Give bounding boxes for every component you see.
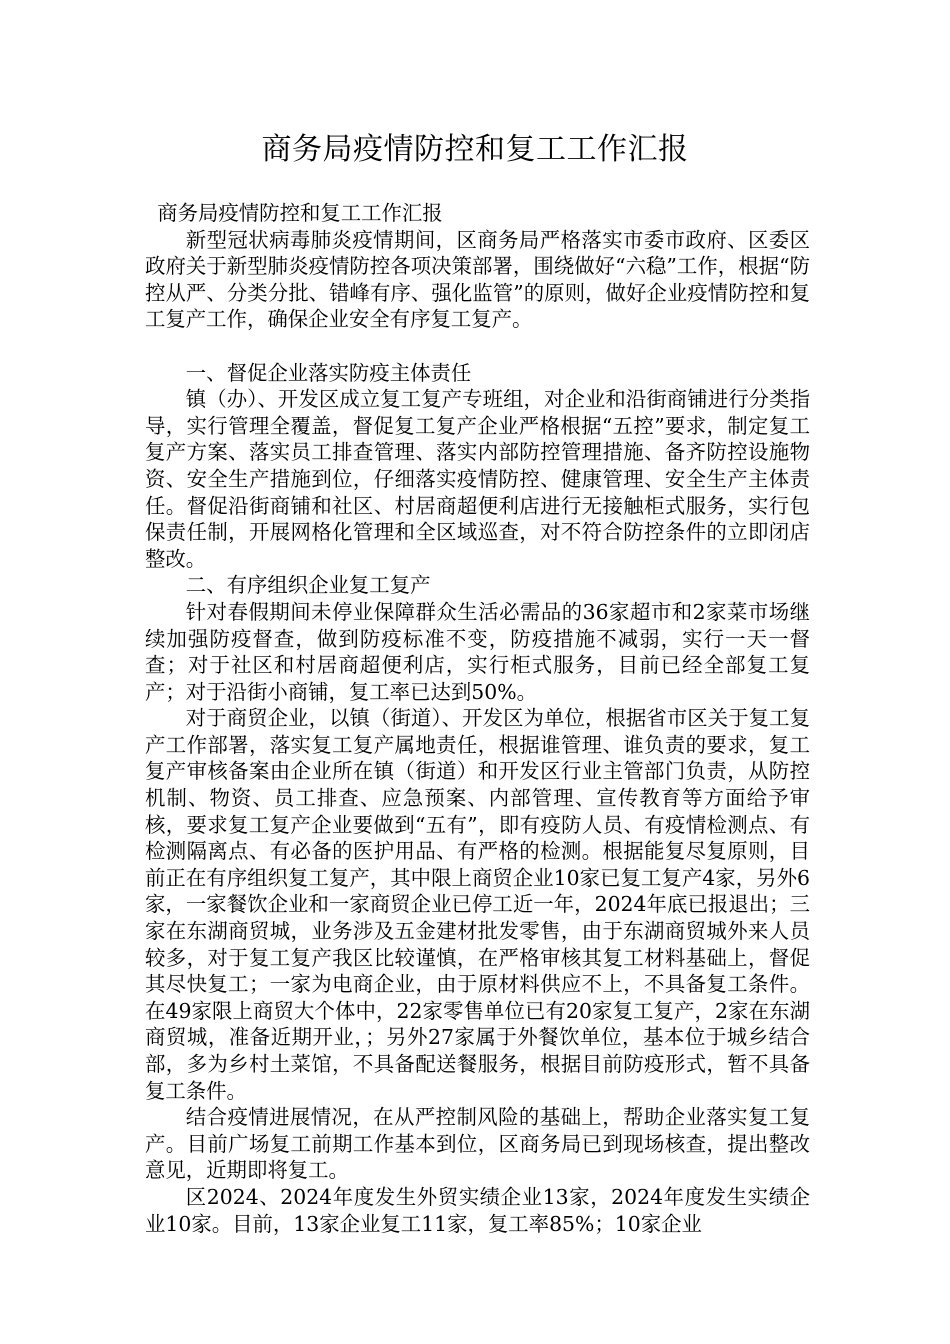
section-2-paragraph-2: 对于商贸企业，以镇（街道）、开发区为单位，根据省市区关于复工复产工作部署，落实复工复产属地责任，根据谁管理、谁负责的要求，复工复产审核备案由企业所在镇（街道）和开发区行业主管部门负责，从防控机制、物资、员工排查、应急预案、内部管理、宣传教育等方面给予审核，要求复工复产企业要做到“五有”，即有疫防人员、有疫情检测点、有检测隔离点、有必备的医护用品、有严格的检测。根据能复尽复原则，目前正在有序组织复工复产，其中限上商贸企业10家已复工复产4家，另外6家，一家餐饮企业和一家商贸企业已停工近一年，2024年底已报退出；三家在东湖商贸城，业务涉及五金建材批发零售，由于东湖商贸城外来人员较多，对于复工复产我区比较谨慎，在严格审核其复工材料基础上，督促其尽快复工；一家为电商企业，由于原材料供应不上，不具备复工条件。在49家限上商贸大个体中，22家零售单位已有20家复工复产，2家在东湖商贸城，准备近期开业，；另外27家属于外餐饮单位，基本位于城乡结合部，多为乡村土菜馆，不具备配送餐服务，根据目前防疫形式，暂不具备复工条件。	[145, 706, 810, 1103]
document-subtitle: 商务局疫情防控和复工工作汇报	[157, 201, 443, 225]
section-1-heading: 一、督促企业落实防疫主体责任	[185, 360, 472, 385]
document-body	[145, 200, 810, 1237]
document-title: 商务局疫情防控和复工工作汇报	[261, 132, 689, 167]
intro-paragraph: 新型冠状病毒肺炎疫情期间，区商务局严格落实市委市政府、区委区政府关于新型肺炎疫情防控各项决策部署，围绕做好“六稳”工作，根据“防控从严、分类分批、错峰有序、强化监管”的原则，做好企业疫情防控和复工复产工作，确保企业安全有序复工复产。	[145, 227, 810, 332]
section-2-paragraph-3: 结合疫情进展情况，在从严控制风险的基础上，帮助企业落实复工复产。目前广场复工前期工作基本到位，区商务局已到现场核查，提出整改意见，近期即将复工。	[145, 1105, 810, 1183]
paragraph-spacer	[145, 333, 810, 360]
section-2-paragraph-4: 区2024、2024年度发生外贸实绩企业13家，2024年度发生实绩企业10家。目前，13家企业复工11家，复工率85%；10家企业	[145, 1184, 810, 1236]
section-2-paragraph-1: 针对春假期间未停业保障群众生活必需品的36家超市和2家菜市场继续加强防疫督查，做到防疫标准不变，防疫措施不减弱，实行一天一督查；对于社区和村居商超便利店，实行柜式服务，目前已经全部复工复产；对于沿街小商铺，复工率已达到50%。	[145, 599, 810, 704]
section-1-paragraph: 镇（办）、开发区成立复工复产专班组，对企业和沿街商铺进行分类指导，实行管理全覆盖，督促复工复产企业严格根据“五控”要求，制定复工复产方案、落实员工排查管理、落实内部防控管理措施、备齐防控设施物资、安全生产措施到位，仔细落实疫情防控、健康管理、安全生产主体责任。督促沿街商铺和社区、村居商超便利店进行无接触柜式服务，实行包保责任制，开展网格化管理和全区域巡查，对不符合防控条件的立即闭店整改。	[145, 387, 810, 571]
section-2-heading: 二、有序组织企业复工复产	[185, 573, 431, 598]
